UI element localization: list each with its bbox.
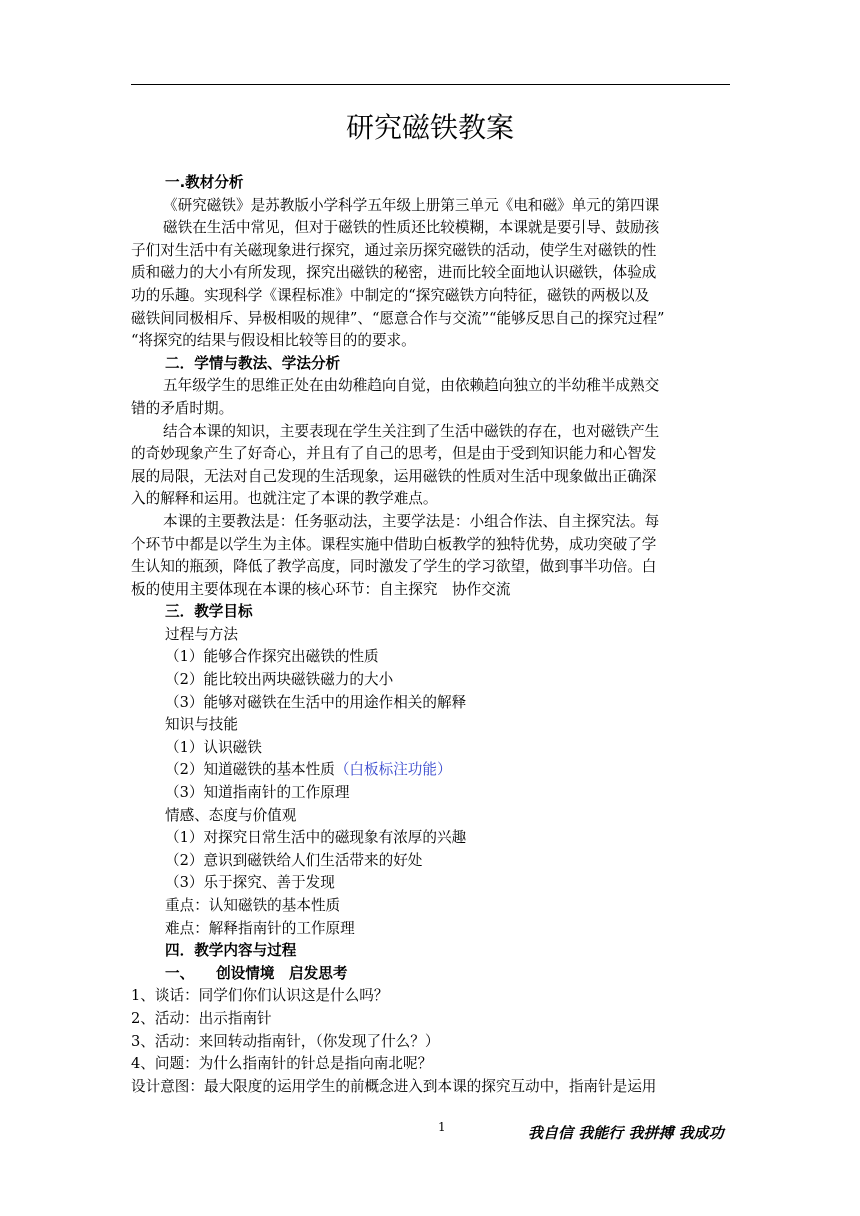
line-text: （2）意识到磁铁给人们生活带来的好处 — [165, 851, 423, 869]
line-text: 一、 创设情境 启发思考 — [165, 964, 348, 982]
text-line — [131, 669, 753, 692]
line-text: （1）能够合作探究出磁铁的性质 — [165, 648, 379, 666]
line-text: 四．教学内容与过程 — [165, 942, 297, 960]
text-line — [131, 850, 753, 873]
line-text: （3）能够对磁铁在生活中的用途作相关的解释 — [165, 693, 467, 711]
section-heading — [131, 940, 753, 963]
text-line — [131, 692, 753, 715]
line-text: 磁铁在生活中常见，但对于磁铁的性质还比较模糊，本课就是要引导、鼓励孩 — [163, 219, 660, 237]
line-text: 过程与方法 — [165, 625, 238, 643]
text-line — [131, 714, 753, 737]
line-text: 4、问题：为什么指南针的针总是指向南北呢？ — [131, 1055, 433, 1073]
line-text: 入的解释和运用。也就注定了本课的教学难点。 — [131, 490, 438, 508]
line-text: （2）知道磁铁的基本性质 — [165, 761, 335, 779]
text-line — [131, 421, 753, 444]
text-line — [131, 985, 753, 1008]
line-text: 情感、态度与价值观 — [165, 806, 297, 824]
text-line — [131, 195, 753, 218]
text-line — [131, 646, 753, 669]
document-body — [131, 172, 753, 1098]
text-line — [131, 1053, 753, 1076]
line-text: 板的使用主要体现在本课的核心环节：自主探究 协作交流 — [131, 580, 511, 598]
section-heading — [131, 601, 753, 624]
text-line — [131, 285, 753, 308]
text-line — [131, 872, 753, 895]
text-line — [131, 895, 753, 918]
line-text: 二．学情与教法、学法分析 — [165, 354, 341, 372]
text-line — [131, 330, 753, 353]
text-line — [131, 466, 753, 489]
text-line — [131, 1076, 753, 1099]
text-line — [131, 556, 753, 579]
line-text: 个环节中都是以学生为主体。课程实施中借助白板教学的独特优势，成功突破了学 — [131, 535, 657, 553]
line-text: 的奇妙现象产生了好奇心，并且有了自己的思考，但是由于受到知识能力和心智发 — [131, 445, 657, 463]
line-text: （1）对探究日常生活中的磁现象有浓厚的兴趣 — [165, 829, 467, 847]
line-text: 磁铁间同极相斥、异极相吸的规律”、“愿意合作与交流”“能够反思自己的探究过程” — [131, 309, 665, 327]
text-line — [131, 217, 753, 240]
footer-slogan: 我自信 我能行 我拼搏 我成功 — [528, 1124, 724, 1142]
line-text: 《研究磁铁》是苏教版小学科学五年级上册第三单元《电和磁》单元的第四课 — [163, 196, 660, 214]
header-rule — [131, 84, 730, 85]
page-title: 研究磁铁教案 — [345, 111, 514, 144]
line-text: 生认知的瓶颈，降低了教学高度，同时激发了学生的学习欲望，做到事半功倍。白 — [131, 558, 657, 576]
line-text: “将探究的结果与假设相比较等目的的要求。 — [131, 332, 416, 350]
line-text: 一.教材分析 — [165, 174, 244, 191]
line-text: 难点：解释指南针的工作原理 — [165, 919, 355, 937]
line-text: （2）能比较出两块磁铁磁力的大小 — [165, 671, 394, 689]
text-line — [131, 1031, 753, 1054]
text-line — [131, 737, 753, 760]
line-text: （3）乐于探究、善于发现 — [165, 874, 335, 892]
line-text: 子们对生活中有关磁现象进行探究，通过亲历探究磁铁的活动，使学生对磁铁的性 — [131, 241, 657, 259]
text-line — [131, 827, 753, 850]
text-line — [131, 805, 753, 828]
text-line — [131, 1008, 753, 1031]
line-text: （3）知道指南针的工作原理 — [165, 784, 350, 802]
annotation-note: （白板标注功能） — [334, 761, 452, 779]
text-line — [131, 308, 753, 331]
text-line — [131, 488, 753, 511]
section-heading — [131, 172, 753, 195]
text-line — [131, 511, 753, 534]
line-text: 知识与技能 — [165, 716, 238, 734]
page-number: 1 — [438, 1120, 446, 1134]
line-text: （1）认识磁铁 — [165, 738, 262, 756]
text-line — [131, 918, 753, 941]
text-line — [131, 398, 753, 421]
text-line — [131, 782, 753, 805]
line-text: 五年级学生的思维正处在由幼稚趋向自觉，由依赖趋向独立的半幼稚半成熟交 — [163, 377, 660, 395]
text-line — [131, 534, 753, 557]
text-line — [131, 443, 753, 466]
section-heading — [131, 963, 753, 986]
text-line — [131, 240, 753, 263]
line-text: 功的乐趣。实现科学《课程标准》中制定的“探究磁铁方向特征，磁铁的两极以及 — [131, 286, 650, 304]
line-text: 1、谈话：同学们你们认识这是什么吗？ — [131, 987, 389, 1005]
text-line — [131, 759, 753, 782]
line-text: 本课的主要教法是：任务驱动法，主要学法是：小组合作法、自主探究法。每 — [163, 512, 660, 530]
text-line — [131, 262, 753, 285]
text-line — [131, 579, 753, 602]
text-line — [131, 375, 753, 398]
line-text: 结合本课的知识，主要表现在学生关注到了生活中磁铁的存在，也对磁铁产生 — [163, 422, 660, 440]
line-text: 质和磁力的大小有所发现，探究出磁铁的秘密，进而比较全面地认识磁铁，体验成 — [131, 264, 657, 282]
line-text: 三．教学目标 — [165, 603, 253, 621]
line-text: 设计意图：最大限度的运用学生的前概念进入到本课的探究互动中，指南针是运用 — [131, 1077, 657, 1095]
line-text: 3、活动：来回转动指南针，（你发现了什么？） — [131, 1032, 440, 1050]
text-line — [131, 624, 753, 647]
line-text: 错的矛盾时期。 — [131, 399, 234, 417]
line-text: 重点：认知磁铁的基本性质 — [165, 897, 341, 914]
section-heading — [131, 353, 753, 376]
line-text: 2、活动：出示指南针 — [131, 1009, 272, 1027]
line-text: 展的局限，无法对自己发现的生活现象，运用磁铁的性质对生活中现象做出正确深 — [131, 467, 657, 485]
